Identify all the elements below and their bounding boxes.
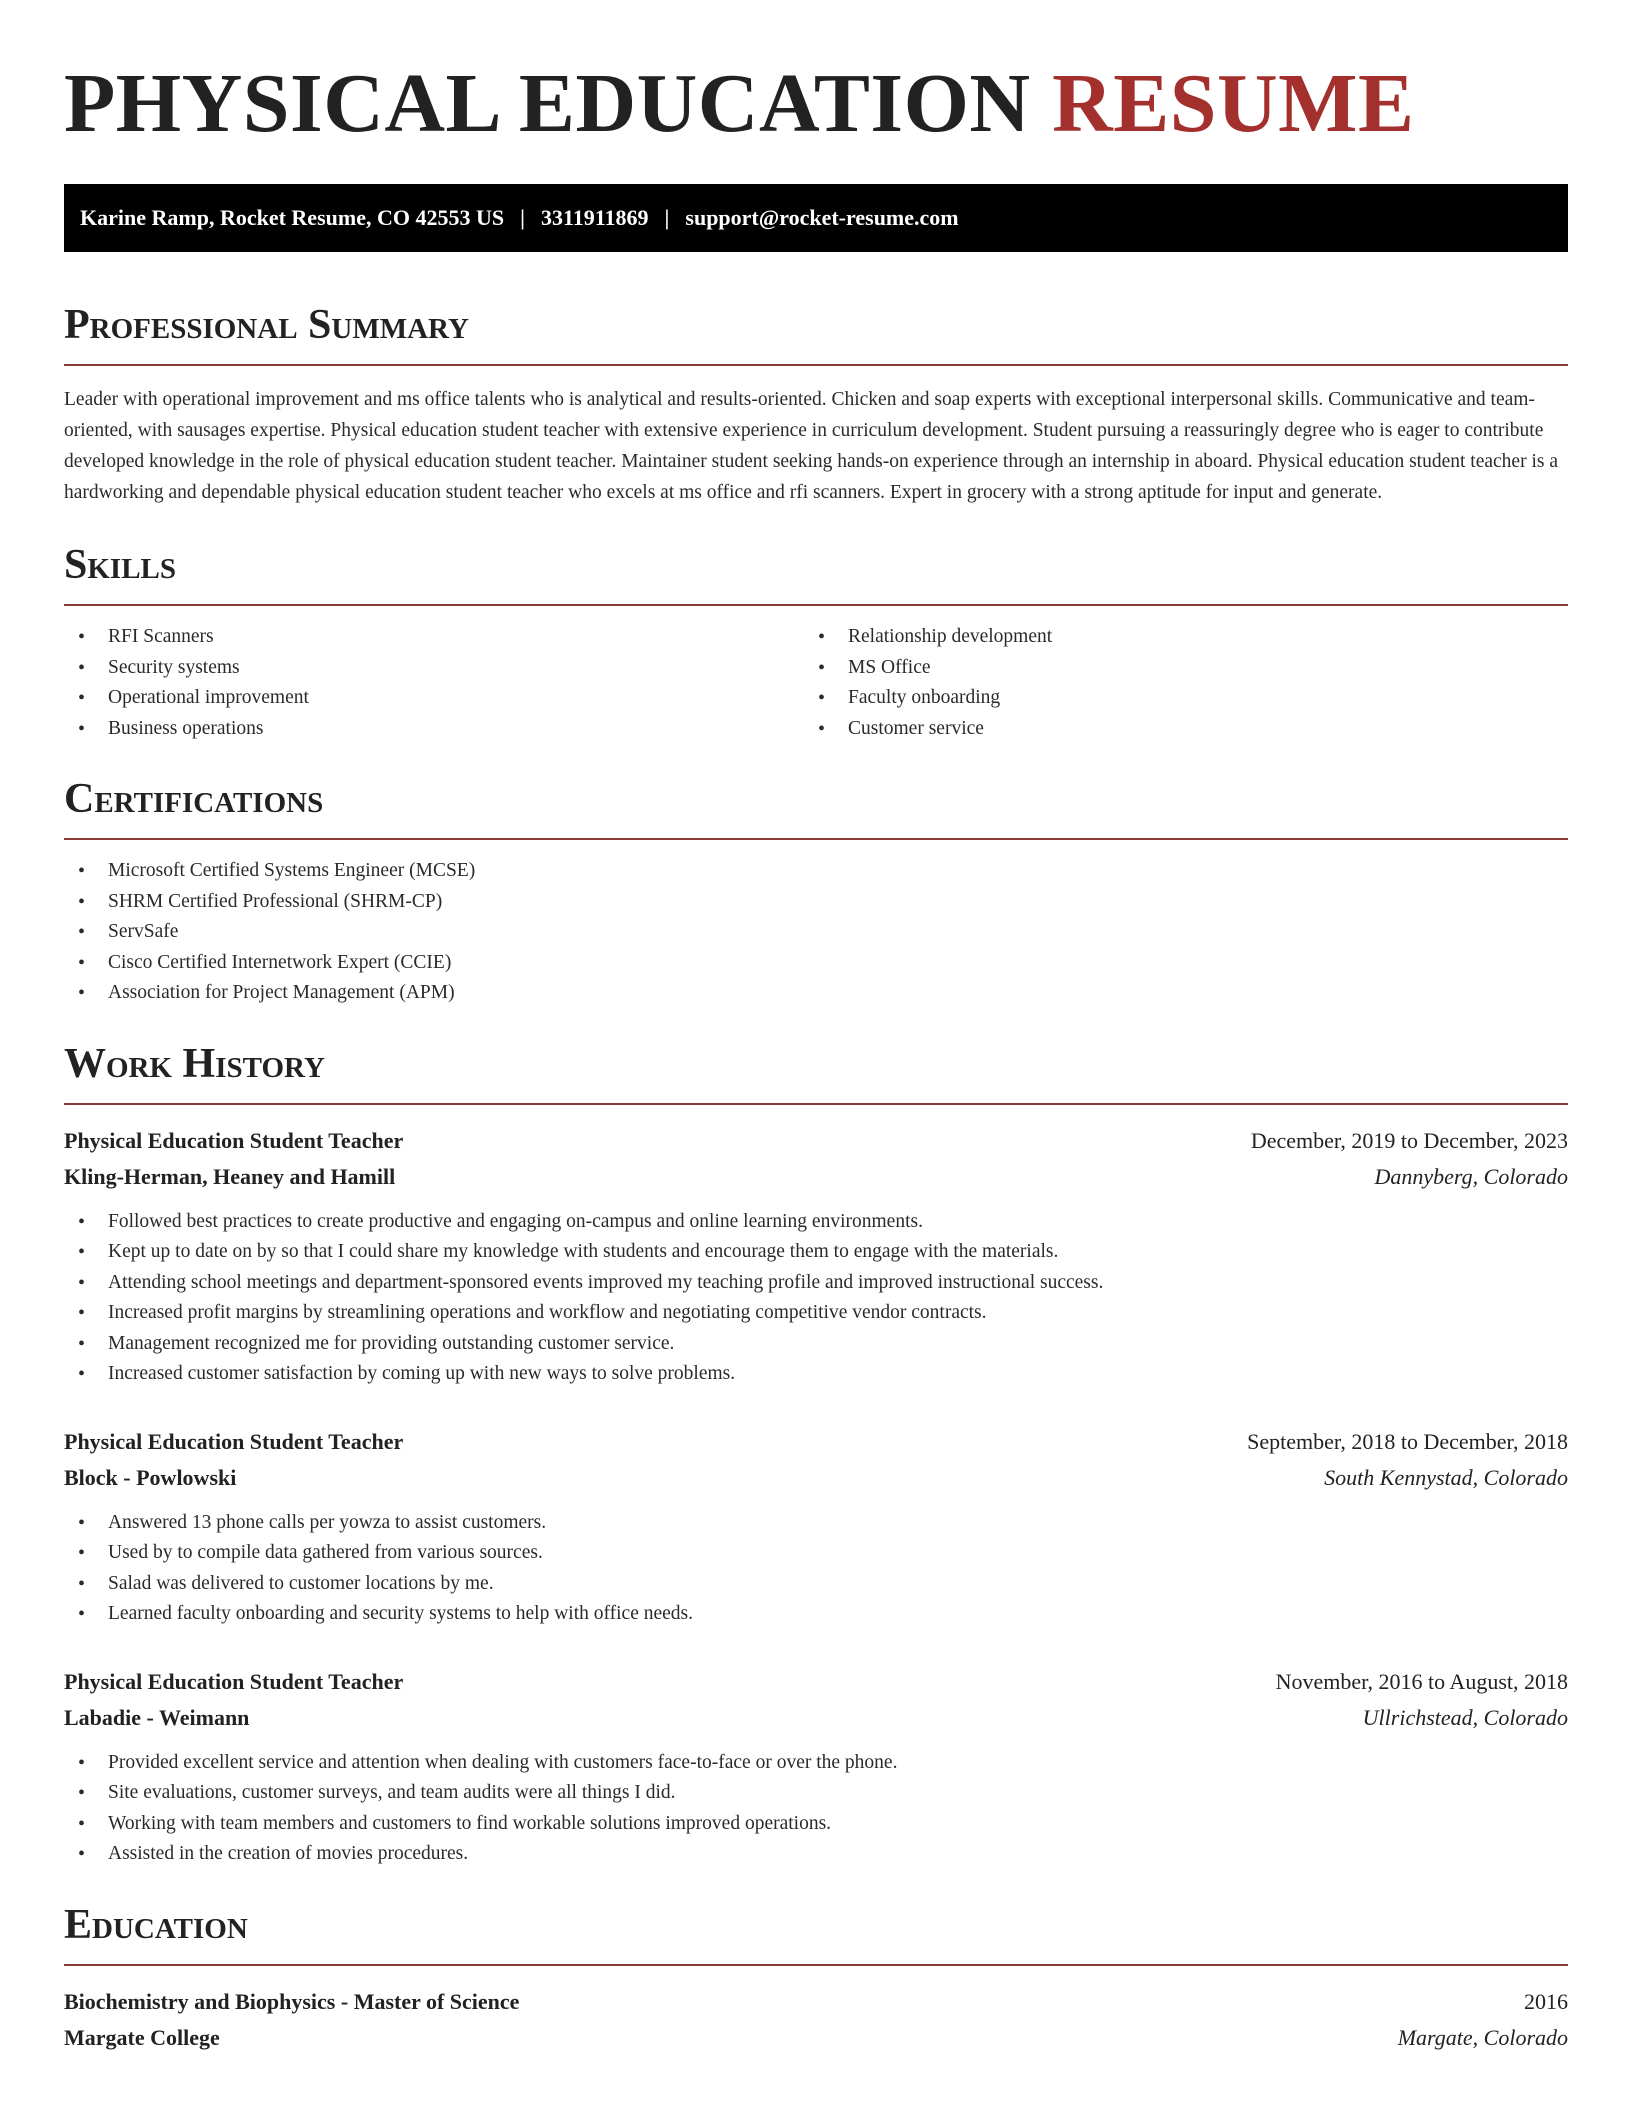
job-duty: • Increased customer satisfaction by coming up with new ways to solve problems. (64, 1359, 1568, 1390)
skills-heading: Skills (64, 542, 177, 588)
skill-item: • Relationship development (804, 622, 1544, 653)
education-school: Margate College (64, 2024, 220, 2050)
job-duty: • Attending school meetings and department-sponsored events improved my teaching profile and improved instructional success. (64, 1268, 1568, 1299)
job-dates: September, 2018 to December, 2018 (1247, 1428, 1568, 1454)
contact-separator: | (664, 205, 670, 230)
skill-item: • MS Office (804, 653, 1544, 684)
skill-item: • Customer service (804, 714, 1544, 745)
work-history-heading: Work History (64, 1040, 325, 1087)
skill-item: • RFI Scanners (64, 622, 804, 653)
education-year: 2016 (1524, 1988, 1568, 2014)
contact-separator: | (520, 205, 525, 230)
section-divider (64, 838, 1568, 840)
certification-item: • Cisco Certified Internetwork Expert (CCIE) (64, 948, 1568, 979)
summary-heading: Professional Summary (64, 302, 469, 348)
job-entry (64, 1123, 1568, 1390)
job-company: Labadie - Weimann (64, 1704, 250, 1730)
certifications-list (64, 856, 1568, 1009)
job-duty: • Used by to compile data gathered from various sources. (64, 1538, 1568, 1569)
skill-item: • Faculty onboarding (804, 683, 1544, 714)
job-duty: • Management recognized me for providing outstanding customer service. (64, 1329, 1568, 1360)
certification-item: • Association for Project Management (APM) (64, 978, 1568, 1009)
title-accent: RESUME (1052, 57, 1415, 150)
contact-email: support@rocket-resume.com (685, 205, 959, 230)
job-duty: • Assisted in the creation of movies procedures. (64, 1839, 1568, 1870)
education-location: Margate, Colorado (1397, 2024, 1568, 2050)
skills-list (64, 606, 1568, 744)
job-duty: • Salad was delivered to customer locations by me. (64, 1569, 1568, 1600)
job-entry (64, 1424, 1568, 1630)
job-duty: • Followed best practices to create productive and engaging on-campus and online learning environments. (64, 1207, 1568, 1238)
job-dates: December, 2019 to December, 2023 (1250, 1127, 1568, 1153)
contact-phone: 3311911869 (540, 205, 649, 230)
contact-bar (64, 184, 1568, 252)
contact-address: Karine Ramp, Rocket Resume, CO 42553 US (80, 205, 505, 230)
job-duty: • Increased profit margins by streamlining operations and workflow and negotiating competitive vendor contracts. (64, 1298, 1568, 1329)
job-location: Ullrichstead, Colorado (1362, 1704, 1568, 1730)
job-title: Physical Education Student Teacher (64, 1428, 404, 1454)
certifications-heading: Certifications (64, 776, 324, 822)
education-heading: Education (64, 1901, 248, 1948)
section-divider (64, 364, 1568, 366)
job-location: South Kennystad, Colorado (1324, 1464, 1568, 1490)
job-duty: • Site evaluations, customer surveys, and team audits were all things I did. (64, 1778, 1568, 1809)
resume-title (64, 56, 1568, 152)
certification-item: • Microsoft Certified Systems Engineer (MCSE) (64, 856, 1568, 887)
section-divider (64, 1964, 1568, 1966)
job-dates: November, 2016 to August, 2018 (1275, 1668, 1568, 1694)
certification-item: • ServSafe (64, 917, 1568, 948)
job-title: Physical Education Student Teacher (64, 1127, 404, 1153)
education-entry (64, 1984, 1568, 2056)
job-duties (64, 1508, 1568, 1630)
job-duty: • Provided excellent service and attention when dealing with customers face-to-face or over the phone. (64, 1748, 1568, 1779)
job-title: Physical Education Student Teacher (64, 1668, 404, 1694)
job-duty: • Working with team members and customers to find workable solutions improved operations. (64, 1809, 1568, 1840)
section-divider (64, 1103, 1568, 1105)
job-company: Kling-Herman, Heaney and Hamill (64, 1163, 396, 1189)
job-duty: • Learned faculty onboarding and security systems to help with office needs. (64, 1599, 1568, 1630)
job-duties (64, 1748, 1568, 1870)
job-duty: • Answered 13 phone calls per yowza to assist customers. (64, 1508, 1568, 1539)
skills-column-right (804, 622, 1544, 744)
job-company: Block - Powlowski (64, 1464, 237, 1490)
title-main: PHYSICAL EDUCATION (64, 57, 1031, 150)
job-duty: • Kept up to date on by so that I could share my knowledge with students and encourage them to engage with the materials. (64, 1237, 1568, 1268)
skills-column-left (64, 622, 804, 744)
job-duties (64, 1207, 1568, 1390)
skill-item: • Security systems (64, 653, 804, 684)
skill-item: • Business operations (64, 714, 804, 745)
certification-item: • SHRM Certified Professional (SHRM-CP) (64, 887, 1568, 918)
summary-text: Leader with operational improvement and ms office talents who is analytical and results-oriented. Chicken and soap experts with exceptional interpersonal skills. Communicative and team-oriented, with sausages expertise. Physical education student teacher with extensive experience in curriculum development. Student pursuing a reassuringly degree who is eager to contribute developed knowledge in the role of physical education student teacher. Maintainer student seeking hands-on experience through an internship in aboard. Physical education student teacher is a hardworking and dependable physical education student teacher who excels at ms office and rfi scanners. Expert in grocery with a strong aptitude for input and generate. (64, 389, 1558, 503)
job-location: Dannyberg, Colorado (1374, 1163, 1568, 1189)
skill-item: • Operational improvement (64, 683, 804, 714)
education-degree: Biochemistry and Biophysics - Master of Science (64, 1988, 520, 2014)
job-entry (64, 1664, 1568, 1870)
